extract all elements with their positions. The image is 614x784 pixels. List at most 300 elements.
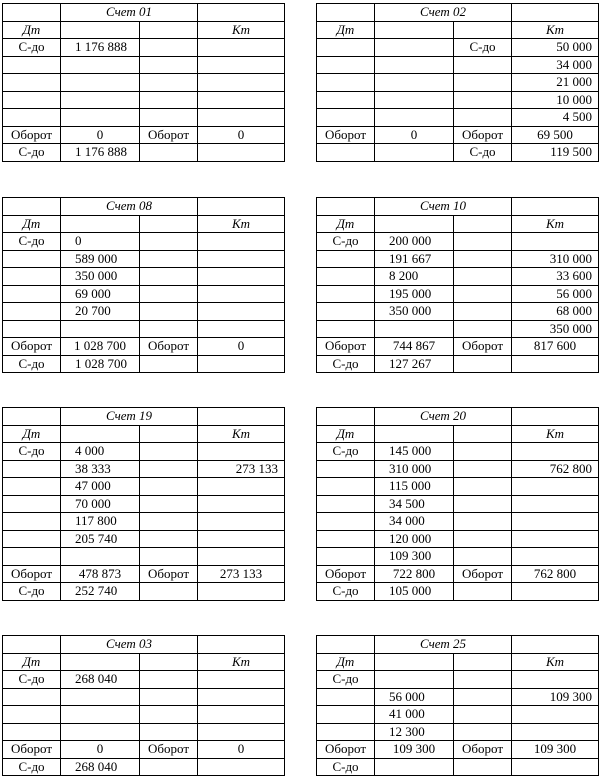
entry-row <box>3 74 285 92</box>
turnover-credit-label: Оборот <box>454 126 512 144</box>
closing-row <box>3 144 285 162</box>
blank-cell <box>3 303 61 321</box>
entry-row <box>3 460 285 478</box>
blank-cell <box>454 671 512 689</box>
blank-cell <box>375 144 454 162</box>
turnover-debit-label: Оборот <box>3 126 61 144</box>
entry-row <box>317 688 599 706</box>
turnover-credit-label: Оборот <box>140 741 198 759</box>
closing-row <box>3 355 285 373</box>
blank-cell <box>317 39 375 57</box>
credit-entry <box>512 478 599 496</box>
blank-cell <box>140 250 198 268</box>
blank-cell <box>61 21 140 39</box>
debit-label: Дт <box>3 653 61 671</box>
opening-row <box>317 39 599 57</box>
blank-cell <box>454 460 512 478</box>
blank-cell <box>512 198 599 216</box>
blank-cell <box>3 478 61 496</box>
opening-row <box>317 443 599 461</box>
account-01 <box>2 3 285 162</box>
entry-row <box>3 109 285 127</box>
closing-debit-value: 252 740 <box>61 583 140 601</box>
blank-cell <box>3 56 61 74</box>
dt-kt-row <box>3 21 285 39</box>
blank-cell <box>317 530 375 548</box>
opening-credit-value <box>198 443 285 461</box>
turnover-row <box>3 741 285 759</box>
blank-cell <box>198 758 285 776</box>
closing-row <box>317 758 599 776</box>
opening-debit-label: С-до <box>317 233 375 251</box>
credit-entry <box>512 548 599 566</box>
account-08 <box>2 197 285 373</box>
blank-cell <box>512 355 599 373</box>
blank-cell <box>454 688 512 706</box>
blank-cell <box>140 530 198 548</box>
credit-label: Кт <box>512 21 599 39</box>
blank-cell <box>3 688 61 706</box>
opening-row <box>317 671 599 689</box>
turnover-row <box>317 126 599 144</box>
closing-debit-value: 127 267 <box>375 355 454 373</box>
account-title: Счет 10 <box>375 198 512 216</box>
blank-cell <box>512 408 599 426</box>
opening-row <box>317 233 599 251</box>
credit-entry <box>198 250 285 268</box>
blank-cell <box>317 268 375 286</box>
blank-cell <box>140 74 198 92</box>
entry-row <box>317 303 599 321</box>
account-title: Счет 19 <box>61 408 198 426</box>
credit-entry <box>198 478 285 496</box>
blank-cell <box>140 513 198 531</box>
credit-label: Кт <box>512 425 599 443</box>
debit-entry: 56 000 <box>375 688 454 706</box>
entry-row <box>3 285 285 303</box>
turnover-row <box>317 338 599 356</box>
credit-label: Кт <box>198 21 285 39</box>
account-title: Счет 25 <box>375 636 512 654</box>
turnover-debit-label: Оборот <box>317 741 375 759</box>
closing-debit-value <box>375 758 454 776</box>
credit-entry <box>198 513 285 531</box>
blank-cell <box>140 39 198 57</box>
opening-credit-value: 50 000 <box>512 39 599 57</box>
entry-row <box>317 530 599 548</box>
blank-cell <box>454 21 512 39</box>
debit-entry: 20 700 <box>61 303 140 321</box>
credit-entry <box>198 723 285 741</box>
credit-entry <box>198 320 285 338</box>
closing-row <box>317 144 599 162</box>
debit-entry: 120 000 <box>375 530 454 548</box>
debit-entry <box>375 56 454 74</box>
blank-cell <box>317 688 375 706</box>
blank-cell <box>454 548 512 566</box>
opening-row <box>3 443 285 461</box>
entry-row <box>3 530 285 548</box>
entry-row <box>3 706 285 724</box>
blank-cell <box>317 198 375 216</box>
credit-label: Кт <box>512 215 599 233</box>
account-title: Счет 03 <box>61 636 198 654</box>
opening-debit-value <box>375 39 454 57</box>
blank-cell <box>317 548 375 566</box>
blank-cell <box>140 425 198 443</box>
debit-entry <box>61 74 140 92</box>
blank-cell <box>140 495 198 513</box>
turnover-debit-value: 744 867 <box>375 338 454 356</box>
credit-label: Кт <box>198 653 285 671</box>
entry-row <box>317 56 599 74</box>
turnover-credit-value: 69 500 <box>512 126 599 144</box>
debit-label: Дт <box>3 215 61 233</box>
opening-credit-value <box>198 233 285 251</box>
opening-debit-label: С-до <box>317 671 375 689</box>
blank-cell <box>3 285 61 303</box>
turnover-credit-label: Оборот <box>140 338 198 356</box>
blank-cell <box>317 478 375 496</box>
closing-credit-value: 119 500 <box>512 144 599 162</box>
blank-cell <box>317 144 375 162</box>
blank-cell <box>3 723 61 741</box>
closing-debit-label: С-до <box>317 355 375 373</box>
blank-cell <box>140 758 198 776</box>
debit-entry: 8 200 <box>375 268 454 286</box>
dt-kt-row <box>317 653 599 671</box>
turnover-credit-label: Оборот <box>454 741 512 759</box>
account-25 <box>316 635 599 776</box>
credit-entry <box>512 530 599 548</box>
entry-row <box>3 495 285 513</box>
entry-row <box>3 688 285 706</box>
entry-row <box>317 706 599 724</box>
account-title: Счет 01 <box>61 4 198 22</box>
opening-debit-label: С-до <box>3 39 61 57</box>
blank-cell <box>454 425 512 443</box>
dt-kt-row <box>317 425 599 443</box>
blank-cell <box>3 530 61 548</box>
turnover-debit-value: 0 <box>375 126 454 144</box>
dt-kt-row <box>3 215 285 233</box>
blank-cell <box>140 688 198 706</box>
credit-label: Кт <box>198 215 285 233</box>
credit-entry <box>198 268 285 286</box>
credit-entry <box>198 56 285 74</box>
turnover-debit-label: Оборот <box>3 565 61 583</box>
blank-cell <box>317 636 375 654</box>
credit-entry: 21 000 <box>512 74 599 92</box>
credit-entry <box>198 688 285 706</box>
debit-entry: 34 500 <box>375 495 454 513</box>
blank-cell <box>140 215 198 233</box>
debit-entry: 12 300 <box>375 723 454 741</box>
blank-cell <box>317 723 375 741</box>
turnover-debit-value: 0 <box>61 126 140 144</box>
opening-row <box>3 233 285 251</box>
debit-entry: 191 667 <box>375 250 454 268</box>
opening-row <box>3 671 285 689</box>
blank-cell <box>140 56 198 74</box>
blank-cell <box>140 109 198 127</box>
turnover-row <box>317 565 599 583</box>
title-row <box>3 198 285 216</box>
entry-row <box>317 548 599 566</box>
turnover-credit-value: 0 <box>198 741 285 759</box>
entry-row <box>3 268 285 286</box>
debit-label: Дт <box>3 21 61 39</box>
debit-entry <box>61 91 140 109</box>
blank-cell <box>512 4 599 22</box>
credit-entry <box>512 513 599 531</box>
turnover-credit-value: 273 133 <box>198 565 285 583</box>
entry-row <box>3 56 285 74</box>
credit-entry: 33 600 <box>512 268 599 286</box>
entry-row <box>317 285 599 303</box>
blank-cell <box>454 56 512 74</box>
blank-cell <box>454 758 512 776</box>
blank-cell <box>3 513 61 531</box>
blank-cell <box>454 91 512 109</box>
entry-row <box>3 723 285 741</box>
blank-cell <box>454 320 512 338</box>
blank-cell <box>375 21 454 39</box>
turnover-debit-label: Оборот <box>3 338 61 356</box>
blank-cell <box>140 144 198 162</box>
dt-kt-row <box>317 215 599 233</box>
blank-cell <box>454 109 512 127</box>
credit-label: Кт <box>198 425 285 443</box>
turnover-credit-label: Оборот <box>140 126 198 144</box>
credit-entry: 56 000 <box>512 285 599 303</box>
debit-entry <box>61 320 140 338</box>
closing-debit-label: С-до <box>3 758 61 776</box>
opening-debit-value: 0 <box>61 233 140 251</box>
turnover-debit-value: 722 800 <box>375 565 454 583</box>
credit-entry <box>198 548 285 566</box>
turnover-credit-value: 817 600 <box>512 338 599 356</box>
blank-cell <box>140 355 198 373</box>
opening-debit-value: 200 000 <box>375 233 454 251</box>
blank-cell <box>140 671 198 689</box>
blank-cell <box>198 198 285 216</box>
blank-cell <box>317 513 375 531</box>
blank-cell <box>198 4 285 22</box>
blank-cell <box>3 198 61 216</box>
blank-cell <box>317 320 375 338</box>
turnover-credit-label: Оборот <box>140 565 198 583</box>
turnover-debit-value: 0 <box>61 741 140 759</box>
opening-row <box>3 39 285 57</box>
entry-row <box>317 109 599 127</box>
credit-entry <box>198 706 285 724</box>
credit-entry <box>512 495 599 513</box>
debit-entry: 109 300 <box>375 548 454 566</box>
blank-cell <box>3 91 61 109</box>
entry-row <box>317 495 599 513</box>
opening-debit-value <box>375 671 454 689</box>
account-title: Счет 02 <box>375 4 512 22</box>
blank-cell <box>3 408 61 426</box>
blank-cell <box>198 408 285 426</box>
blank-cell <box>198 583 285 601</box>
closing-debit-label: С-до <box>3 355 61 373</box>
blank-cell <box>140 653 198 671</box>
blank-cell <box>3 460 61 478</box>
blank-cell <box>454 285 512 303</box>
opening-credit-label: С-до <box>454 39 512 57</box>
opening-credit-value <box>198 39 285 57</box>
title-row <box>317 198 599 216</box>
opening-debit-value: 268 040 <box>61 671 140 689</box>
entry-row <box>3 478 285 496</box>
debit-entry: 350 000 <box>61 268 140 286</box>
dt-kt-row <box>3 653 285 671</box>
closing-debit-value: 1 028 700 <box>61 355 140 373</box>
blank-cell <box>140 320 198 338</box>
turnover-debit-label: Оборот <box>317 565 375 583</box>
credit-entry: 68 000 <box>512 303 599 321</box>
blank-cell <box>317 91 375 109</box>
blank-cell <box>140 443 198 461</box>
debit-entry: 70 000 <box>61 495 140 513</box>
turnover-debit-value: 1 028 700 <box>61 338 140 356</box>
entry-row <box>317 74 599 92</box>
blank-cell <box>454 443 512 461</box>
entry-row <box>3 548 285 566</box>
debit-entry: 47 000 <box>61 478 140 496</box>
closing-debit-value: 105 000 <box>375 583 454 601</box>
debit-entry: 350 000 <box>375 303 454 321</box>
credit-entry <box>198 285 285 303</box>
blank-cell <box>61 653 140 671</box>
debit-entry: 205 740 <box>61 530 140 548</box>
blank-cell <box>317 706 375 724</box>
blank-cell <box>140 91 198 109</box>
blank-cell <box>317 56 375 74</box>
opening-credit-value <box>512 443 599 461</box>
debit-entry <box>375 109 454 127</box>
blank-cell <box>3 250 61 268</box>
blank-cell <box>317 495 375 513</box>
debit-entry: 41 000 <box>375 706 454 724</box>
debit-entry: 589 000 <box>61 250 140 268</box>
debit-entry: 195 000 <box>375 285 454 303</box>
account-02 <box>316 3 599 162</box>
blank-cell <box>512 758 599 776</box>
blank-cell <box>454 268 512 286</box>
closing-debit-label: С-до <box>317 758 375 776</box>
blank-cell <box>454 530 512 548</box>
debit-entry <box>61 688 140 706</box>
debit-label: Дт <box>317 425 375 443</box>
turnover-row <box>3 126 285 144</box>
opening-credit-value <box>512 233 599 251</box>
title-row <box>317 4 599 22</box>
blank-cell <box>140 478 198 496</box>
blank-cell <box>3 74 61 92</box>
blank-cell <box>3 636 61 654</box>
turnover-debit-label: Оборот <box>317 126 375 144</box>
debit-entry <box>375 74 454 92</box>
blank-cell <box>198 144 285 162</box>
debit-label: Дт <box>317 21 375 39</box>
blank-cell <box>454 215 512 233</box>
blank-cell <box>3 706 61 724</box>
debit-entry: 117 800 <box>61 513 140 531</box>
title-row <box>3 4 285 22</box>
turnover-debit-label: Оборот <box>3 741 61 759</box>
entry-row <box>317 513 599 531</box>
credit-entry <box>512 723 599 741</box>
credit-entry <box>512 706 599 724</box>
blank-cell <box>454 233 512 251</box>
closing-debit-label: С-до <box>3 144 61 162</box>
debit-entry <box>61 56 140 74</box>
debit-entry: 38 333 <box>61 460 140 478</box>
blank-cell <box>3 4 61 22</box>
account-19 <box>2 407 285 601</box>
turnover-debit-value: 109 300 <box>375 741 454 759</box>
dt-kt-row <box>317 21 599 39</box>
turnover-credit-label: Оборот <box>454 565 512 583</box>
turnover-row <box>3 338 285 356</box>
closing-row <box>3 583 285 601</box>
credit-entry: 109 300 <box>512 688 599 706</box>
account-10 <box>316 197 599 373</box>
entry-row <box>317 723 599 741</box>
blank-cell <box>454 355 512 373</box>
credit-label: Кт <box>512 653 599 671</box>
blank-cell <box>3 320 61 338</box>
blank-cell <box>454 478 512 496</box>
credit-entry: 4 500 <box>512 109 599 127</box>
closing-credit-label: С-до <box>454 144 512 162</box>
account-title: Счет 08 <box>61 198 198 216</box>
debit-label: Дт <box>317 215 375 233</box>
blank-cell <box>375 425 454 443</box>
opening-debit-label: С-до <box>3 443 61 461</box>
blank-cell <box>3 109 61 127</box>
turnover-debit-label: Оборот <box>317 338 375 356</box>
credit-entry: 762 800 <box>512 460 599 478</box>
blank-cell <box>454 583 512 601</box>
credit-entry: 350 000 <box>512 320 599 338</box>
debit-entry <box>375 320 454 338</box>
credit-entry <box>198 74 285 92</box>
blank-cell <box>454 495 512 513</box>
blank-cell <box>375 215 454 233</box>
closing-row <box>317 355 599 373</box>
turnover-credit-value: 0 <box>198 338 285 356</box>
entry-row <box>3 303 285 321</box>
debit-entry <box>61 548 140 566</box>
account-title: Счет 20 <box>375 408 512 426</box>
opening-credit-value <box>512 671 599 689</box>
entry-row <box>3 320 285 338</box>
blank-cell <box>454 250 512 268</box>
opening-debit-value: 1 176 888 <box>61 39 140 57</box>
credit-entry <box>198 91 285 109</box>
entry-row <box>317 320 599 338</box>
blank-cell <box>61 425 140 443</box>
debit-label: Дт <box>3 425 61 443</box>
blank-cell <box>317 303 375 321</box>
blank-cell <box>317 4 375 22</box>
closing-debit-value: 1 176 888 <box>61 144 140 162</box>
debit-label: Дт <box>317 653 375 671</box>
